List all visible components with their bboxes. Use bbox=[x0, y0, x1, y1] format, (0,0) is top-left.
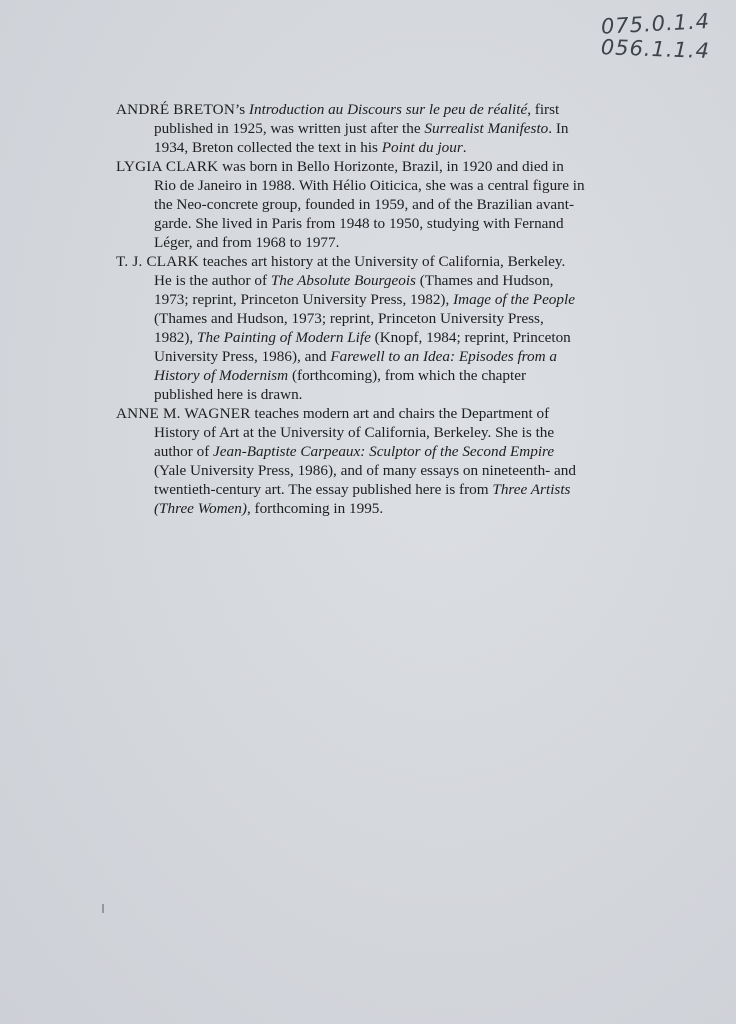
italic-title: Jean-Baptiste Carpeaux: Sculptor of the Second Empire bbox=[213, 443, 555, 460]
contributor-note bbox=[116, 404, 586, 518]
italic-title: The Absolute Bourgeois bbox=[270, 272, 416, 289]
contributor-note bbox=[116, 157, 586, 252]
italic-title: Three Artists (Three Women) bbox=[154, 481, 571, 517]
note-text: teaches modern art and chairs the Department of History of Art at the University of California, Berkeley. She is the author of bbox=[154, 405, 555, 460]
italic-title: Surrealist Manifesto bbox=[424, 120, 549, 137]
shelf-mark-line-2: 056.1.1.4 bbox=[600, 35, 711, 63]
note-text: (Yale University Press, 1986), and of many essays on nineteenth- and twentieth-century art. The essay published here is from bbox=[154, 462, 576, 498]
italic-title: Point du jour bbox=[381, 139, 463, 156]
contributor-name: LYGIA CLARK bbox=[116, 158, 219, 175]
italic-title: Image of the People bbox=[453, 291, 575, 308]
note-text: (Knopf, 1984; reprint, Princeton University Press, 1986), and bbox=[154, 329, 571, 365]
contributor-note bbox=[116, 100, 586, 157]
handwritten-shelf-marks bbox=[560, 6, 710, 66]
contributor-name: ANDRÉ BRETON bbox=[116, 101, 235, 118]
note-text: (forthcoming), from which the chapter published here is drawn. bbox=[154, 367, 527, 403]
stray-mark bbox=[102, 904, 104, 913]
note-text: , forthcoming in 1995. bbox=[246, 500, 384, 517]
note-text: (Thames and Hudson, 1973; reprint, Princeton University Press, 1982), bbox=[154, 310, 544, 346]
contributor-name: T. J. CLARK bbox=[116, 253, 199, 270]
contributor-notes bbox=[116, 100, 586, 518]
note-text: ’s bbox=[234, 101, 249, 118]
note-text: . bbox=[462, 139, 467, 156]
contributor-note bbox=[116, 252, 586, 404]
note-text: . In 1934, Breton collected the text in his bbox=[154, 120, 569, 156]
note-text: , first published in 1925, was written just after the bbox=[154, 101, 560, 137]
note-text: teaches art history at the University of California, Berkeley. He is the author of bbox=[154, 253, 566, 289]
italic-title: Farewell to an Idea: Episodes from a History of Modernism bbox=[154, 348, 557, 384]
note-text: was born in Bello Horizonte, Brazil, in 1920 and died in Rio de Janeiro in 1988. With Hélio Oiticica, she was a central figure in the Neo-concrete group, founded in 1959, and of the Brazilian avant-garde. She lived in Paris from 1948 to 1950, studying with Fernand Léger, and from 1968 to 1977. bbox=[154, 158, 585, 251]
shelf-mark-line-1: 075.0.1.4 bbox=[600, 9, 711, 39]
contributor-name: ANNE M. WAGNER bbox=[116, 405, 251, 422]
italic-title: Introduction au Discours sur le peu de réalité bbox=[248, 101, 528, 118]
note-text: (Thames and Hudson, 1973; reprint, Princeton University Press, 1982), bbox=[154, 272, 554, 308]
italic-title: The Painting of Modern Life bbox=[197, 329, 371, 346]
